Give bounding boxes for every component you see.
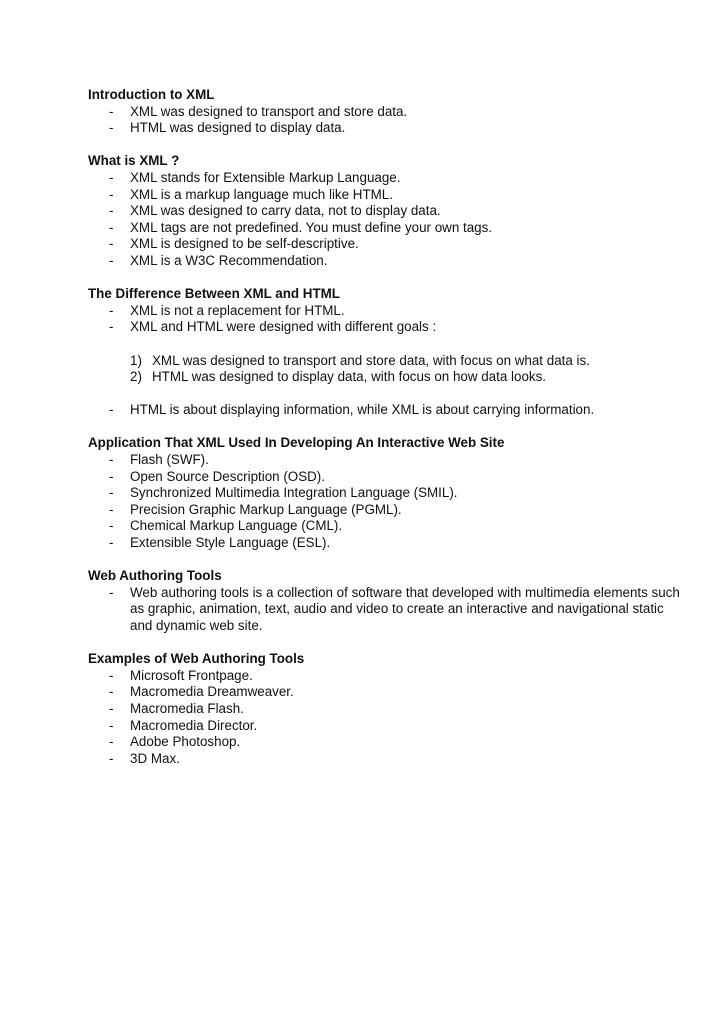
list-item-text: XML is not a replacement for HTML. [130,302,345,318]
list-item [88,518,688,535]
list-item-text: Flash (SWF). [130,452,209,468]
list-item-text: XML is designed to be self-descriptive. [130,236,359,252]
bullet-list [88,452,688,552]
bullet-dash: - [109,302,114,318]
list-item [88,668,688,685]
bullet-list [88,170,688,270]
list-item [88,319,688,336]
bullet-dash: - [109,734,114,750]
list-item [88,220,688,237]
list-item-text: Extensible Style Language (ESL). [130,535,331,551]
list-item-text: XML is a W3C Recommendation. [130,252,328,268]
numbered-item-text: XML was designed to transport and store data, with focus on what data is. [152,352,590,368]
bullet-list [88,402,688,419]
list-item [88,684,688,701]
bullet-dash: - [109,684,114,700]
list-item [88,402,688,419]
list-item [88,203,688,220]
bullet-dash: - [109,319,114,335]
bullet-dash: - [109,252,114,268]
list-item-text: Web authoring tools is a collection of software that developed with multimedia elements such as graphic, animation, text, audio and video to create an interactive and navigational static and dynamic web site. [130,584,680,633]
bullet-dash: - [109,186,114,202]
list-item-text: Microsoft Frontpage. [130,667,253,683]
list-item [88,236,688,253]
numbered-item [88,369,688,386]
bullet-dash: - [109,219,114,235]
bullet-dash: - [109,518,114,534]
list-item-text: 3D Max. [130,750,180,766]
list-item [88,701,688,718]
bullet-dash: - [109,468,114,484]
list-item-text: Open Source Description (OSD). [130,468,325,484]
list-item [88,469,688,486]
list-item-text: XML was designed to transport and store data. [130,103,408,119]
bullet-dash: - [109,717,114,733]
numbered-item-text: HTML was designed to display data, with focus on how data looks. [152,369,546,385]
bullet-dash: - [109,584,114,600]
bullet-dash: - [109,501,114,517]
bullet-dash: - [109,236,114,252]
bullet-dash: - [109,203,114,219]
section-heading: Application That XML Used In Developing An Interactive Web Site [88,435,505,451]
document-page [88,87,688,784]
list-item [88,585,688,635]
bullet-list [88,104,688,137]
section-web-authoring-tools [88,568,688,634]
list-item [88,734,688,751]
bullet-dash: - [109,452,114,468]
list-item-text: Adobe Photoshop. [130,734,241,750]
list-item [88,502,688,519]
section-applications [88,435,688,551]
item-number: 1) [130,352,142,368]
list-item-text: Macromedia Dreamweaver. [130,684,294,700]
bullet-dash: - [109,169,114,185]
list-item-text: Synchronized Multimedia Integration Language (SMIL). [130,485,458,501]
bullet-dash: - [109,485,114,501]
bullet-list [88,668,688,768]
item-number: 2) [130,369,142,385]
section-what-is-xml [88,153,688,269]
bullet-dash: - [109,402,114,418]
list-item [88,253,688,270]
list-item-text: Chemical Markup Language (CML). [130,518,343,534]
section-examples [88,651,688,767]
list-item [88,170,688,187]
numbered-item [88,353,688,370]
bullet-dash: - [109,120,114,136]
list-item-text: XML and HTML were designed with different goals : [130,319,437,335]
list-item [88,303,688,320]
bullet-dash: - [109,700,114,716]
section-heading: Web Authoring Tools [88,568,222,584]
list-item [88,187,688,204]
bullet-dash: - [109,667,114,683]
list-item-text: HTML is about displaying information, while XML is about carrying information. [130,402,595,418]
list-item [88,452,688,469]
list-item-text: XML stands for Extensible Markup Language. [130,169,401,185]
list-item-text: HTML was designed to display data. [130,120,346,136]
bullet-dash: - [109,750,114,766]
numbered-list [88,353,688,386]
section-heading: What is XML ? [88,153,180,169]
list-item-text: XML tags are not predefined. You must define your own tags. [130,219,493,235]
bullet-dash: - [109,103,114,119]
bullet-dash: - [109,535,114,551]
section-intro [88,87,688,137]
section-heading: Introduction to XML [88,87,215,102]
bullet-list [88,585,688,635]
list-item [88,751,688,768]
list-item-text: Macromedia Flash. [130,700,244,716]
list-item-text: Precision Graphic Markup Language (PGML). [130,501,402,517]
bullet-list [88,303,688,336]
list-item-text: Macromedia Director. [130,717,258,733]
list-item [88,120,688,137]
list-item-text: XML was designed to carry data, not to display data. [130,203,441,219]
list-item [88,104,688,121]
list-item [88,718,688,735]
list-item [88,535,688,552]
list-item [88,485,688,502]
section-heading: The Difference Between XML and HTML [88,286,340,302]
section-difference [88,286,688,419]
list-item-text: XML is a markup language much like HTML. [130,186,393,202]
section-heading: Examples of Web Authoring Tools [88,651,305,667]
